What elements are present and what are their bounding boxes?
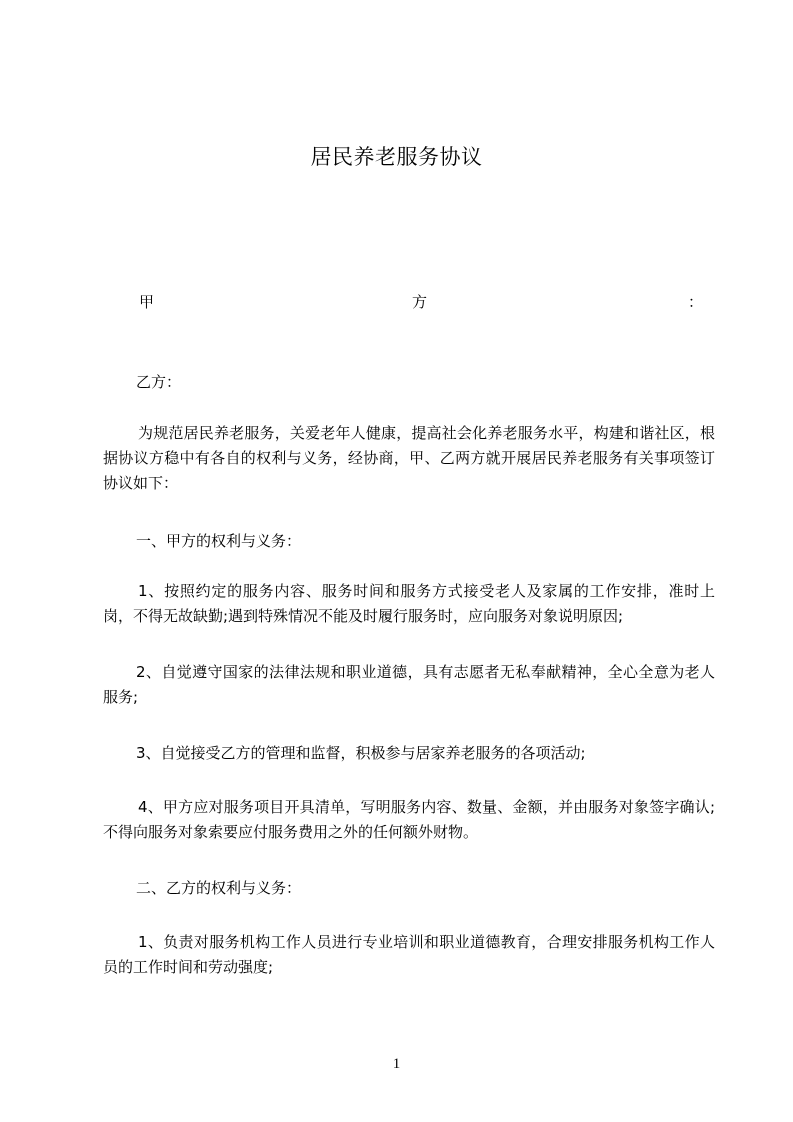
page-number: 1 (392, 1056, 401, 1072)
document-title: 居民养老服务协议 (310, 145, 483, 169)
party-a-line (139, 290, 704, 314)
party-a-colon: ： (688, 293, 704, 311)
party-a-char-2: 方 (412, 293, 428, 311)
section-a-item-1: 1、按照约定的服务内容、服务时间和服务方式接受老人及家属的工作安排，准时上岗，不得无故缺勤;遇到特殊情况不能及时履行服务时，应向服务对象说明原因; (103, 582, 715, 625)
section-a-item-2: 2、自觉遵守国家的法律法规和职业道德，具有志愿者无私奉献精神，全心全意为老人服务; (103, 663, 715, 706)
section-a-item-4: 4、甲方应对服务项目开具清单，写明服务内容、数量、金额，并由服务对象签字确认;不得向服务对象索要应付服务费用之外的任何额外财物。 (103, 798, 715, 841)
preamble-paragraph: 为规范居民养老服务，关爱老年人健康，提高社会化养老服务水平，构建和谐社区，根据协议方稳中有各自的权利与义务，经协商，甲、乙两方就开展居民养老服务有关事项签订协议如下： (103, 424, 715, 492)
party-a-char-1: 甲 (139, 293, 155, 311)
section-a-heading: 一、甲方的权利与义务： (136, 532, 302, 550)
section-b-heading: 二、乙方的权利与义务： (136, 879, 302, 897)
party-b-line: 乙方： (136, 373, 182, 391)
section-a-item-3: 3、自觉接受乙方的管理和监督，积极参与居家养老服务的各项活动; (136, 744, 586, 762)
section-b-item-1: 1、负责对服务机构工作人员进行专业培训和职业道德教育，合理安排服务机构工作人员的工作时间和劳动强度; (103, 933, 715, 976)
